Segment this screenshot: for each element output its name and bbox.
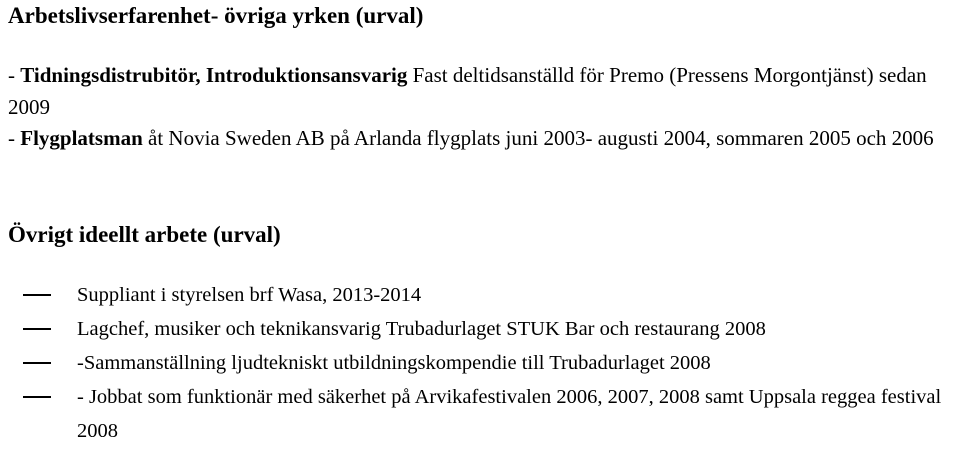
section-heading-volunteer-work: Övrigt ideellt arbete (urval)	[8, 222, 281, 247]
list-item	[0, 278, 957, 312]
list-item-text: Suppliant i styrelsen brf Wasa, 2013-2014	[77, 284, 422, 306]
list-item	[0, 312, 957, 346]
dash-bullet-icon	[23, 294, 51, 296]
dash-bullet-icon	[23, 328, 51, 330]
entry-text: åt Novia Sweden AB på Arlanda flygplats juni 2003- augusti 2004, sommaren 2005 och 2006	[142, 126, 934, 150]
entry-title: Tidningsdistrubitör, Introduktionsansvarig	[20, 63, 408, 87]
section-heading-work-experience: Arbetslivserfarenhet- övriga yrken (urval)	[8, 3, 424, 28]
dash-bullet-icon	[23, 362, 51, 364]
list-item	[0, 380, 957, 448]
entry-prefix: -	[8, 63, 21, 87]
volunteer-list	[0, 278, 960, 448]
work-entry-airport	[8, 122, 958, 154]
entry-title: Flygplatsman	[20, 126, 143, 150]
work-entry-newspaper	[8, 59, 958, 123]
entry-text: Fast deltidsanställd för Premo (Pressens Morgontjänst) sedan 2009	[8, 63, 927, 119]
dash-bullet-icon	[23, 396, 51, 398]
entry-prefix: -	[8, 126, 21, 150]
list-item-text: Lagchef, musiker och teknikansvarig Trubadurlaget STUK Bar och restaurang 2008	[77, 318, 766, 340]
list-item-text: -Sammanställning ljudtekniskt utbildningskompendie till Trubadurlaget 2008	[77, 352, 711, 374]
list-item-text: - Jobbat som funktionär med säkerhet på Arvikafestivalen 2006, 2007, 2008 samt Uppsala reggea festival 2008	[77, 386, 942, 442]
list-item	[0, 346, 957, 380]
